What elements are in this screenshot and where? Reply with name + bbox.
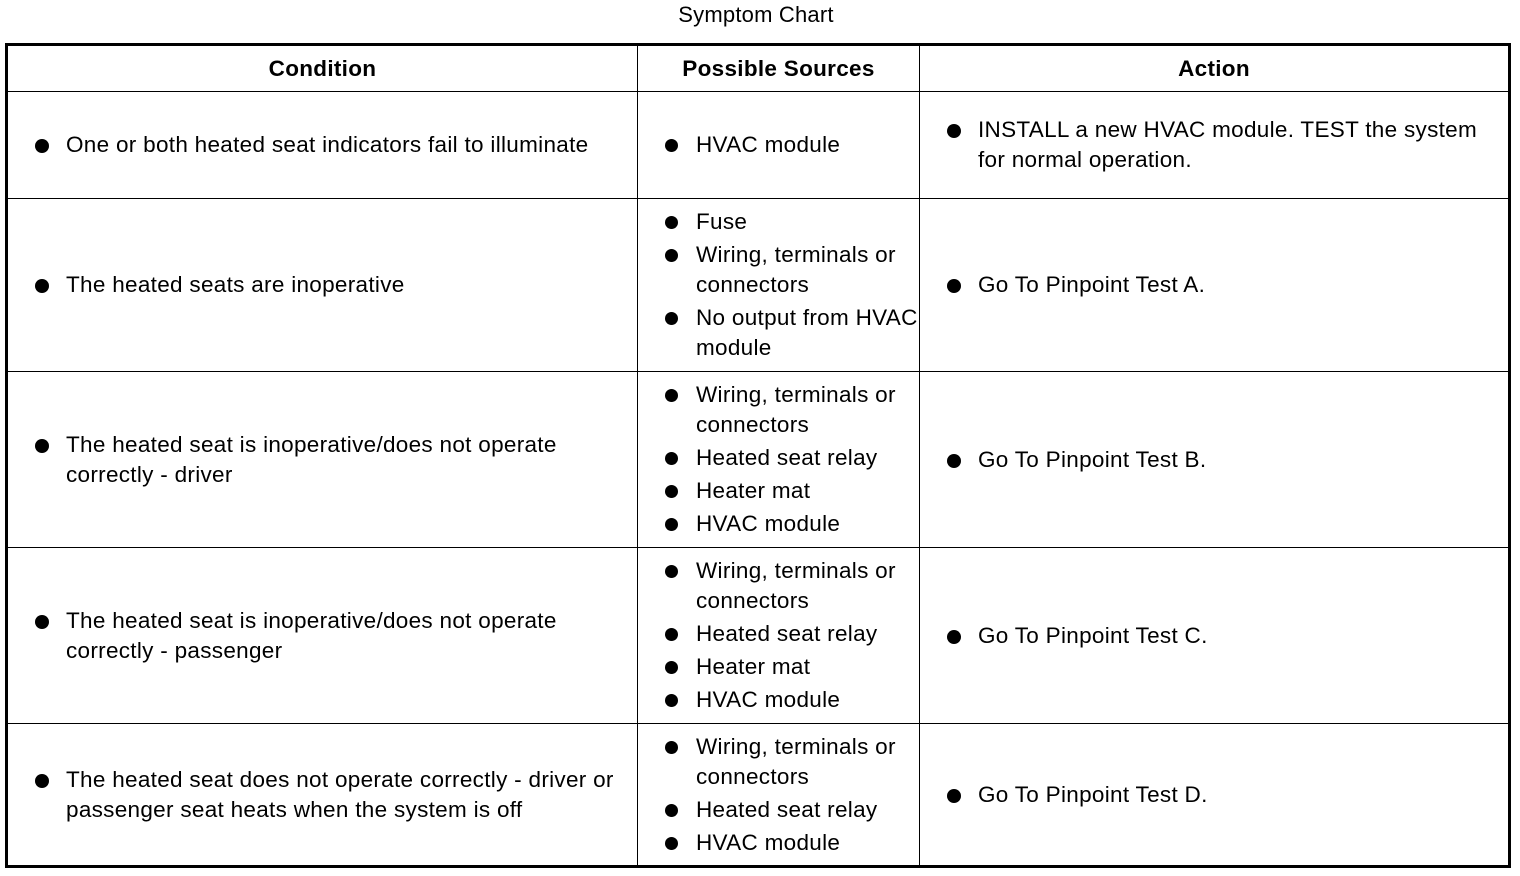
action-text: INSTALL a new HVAC module. TEST the system for normal operation.: [920, 115, 1508, 175]
condition-cell: [7, 92, 638, 199]
action-cell: [920, 724, 1510, 867]
header-row: [7, 45, 1510, 92]
condition-cell: [7, 548, 638, 724]
source-item: No output from HVAC module: [638, 303, 919, 363]
source-item: Fuse: [638, 207, 919, 237]
action-cell: [920, 92, 1510, 199]
table-row: [7, 548, 1510, 724]
action-cell: [920, 372, 1510, 548]
source-item: Wiring, terminals or connectors: [638, 380, 919, 440]
header-condition: Condition: [7, 45, 638, 92]
action-text: Go To Pinpoint Test B.: [920, 445, 1508, 475]
condition-text: The heated seat is inoperative/does not operate correctly - driver: [8, 430, 637, 490]
action-text: Go To Pinpoint Test A.: [920, 270, 1508, 300]
sources-cell: [638, 199, 920, 372]
source-item: Wiring, terminals or connectors: [638, 240, 919, 300]
source-item: HVAC module: [638, 828, 919, 858]
sources-cell: [638, 372, 920, 548]
action-text: Go To Pinpoint Test D.: [920, 780, 1508, 810]
source-item: Wiring, terminals or connectors: [638, 732, 919, 792]
condition-text: One or both heated seat indicators fail to illuminate: [8, 130, 637, 160]
condition-cell: [7, 372, 638, 548]
source-item: HVAC module: [638, 130, 919, 160]
source-item: Heated seat relay: [638, 795, 919, 825]
table-row: [7, 92, 1510, 199]
source-item: Heated seat relay: [638, 619, 919, 649]
condition-text: The heated seats are inoperative: [8, 270, 637, 300]
sources-cell: [638, 724, 920, 867]
table-row: [7, 199, 1510, 372]
condition-cell: [7, 724, 638, 867]
source-item: Heater mat: [638, 652, 919, 682]
source-item: Heater mat: [638, 476, 919, 506]
source-item: Heated seat relay: [638, 443, 919, 473]
header-action: Action: [920, 45, 1510, 92]
action-text: Go To Pinpoint Test C.: [920, 621, 1508, 651]
table-row: [7, 724, 1510, 867]
table-row: [7, 372, 1510, 548]
source-item: HVAC module: [638, 685, 919, 715]
sources-cell: [638, 92, 920, 199]
condition-text: The heated seat does not operate correctly - driver or passenger seat heats when the system is off: [8, 765, 637, 825]
condition-cell: [7, 199, 638, 372]
symptom-table: [5, 43, 1511, 868]
chart-title: Symptom Chart: [678, 2, 834, 27]
condition-text: The heated seat is inoperative/does not operate correctly - passenger: [8, 606, 637, 666]
header-possible-sources: Possible Sources: [638, 45, 920, 92]
source-item: HVAC module: [638, 509, 919, 539]
source-item: Wiring, terminals or connectors: [638, 556, 919, 616]
action-cell: [920, 548, 1510, 724]
action-cell: [920, 199, 1510, 372]
sources-cell: [638, 548, 920, 724]
